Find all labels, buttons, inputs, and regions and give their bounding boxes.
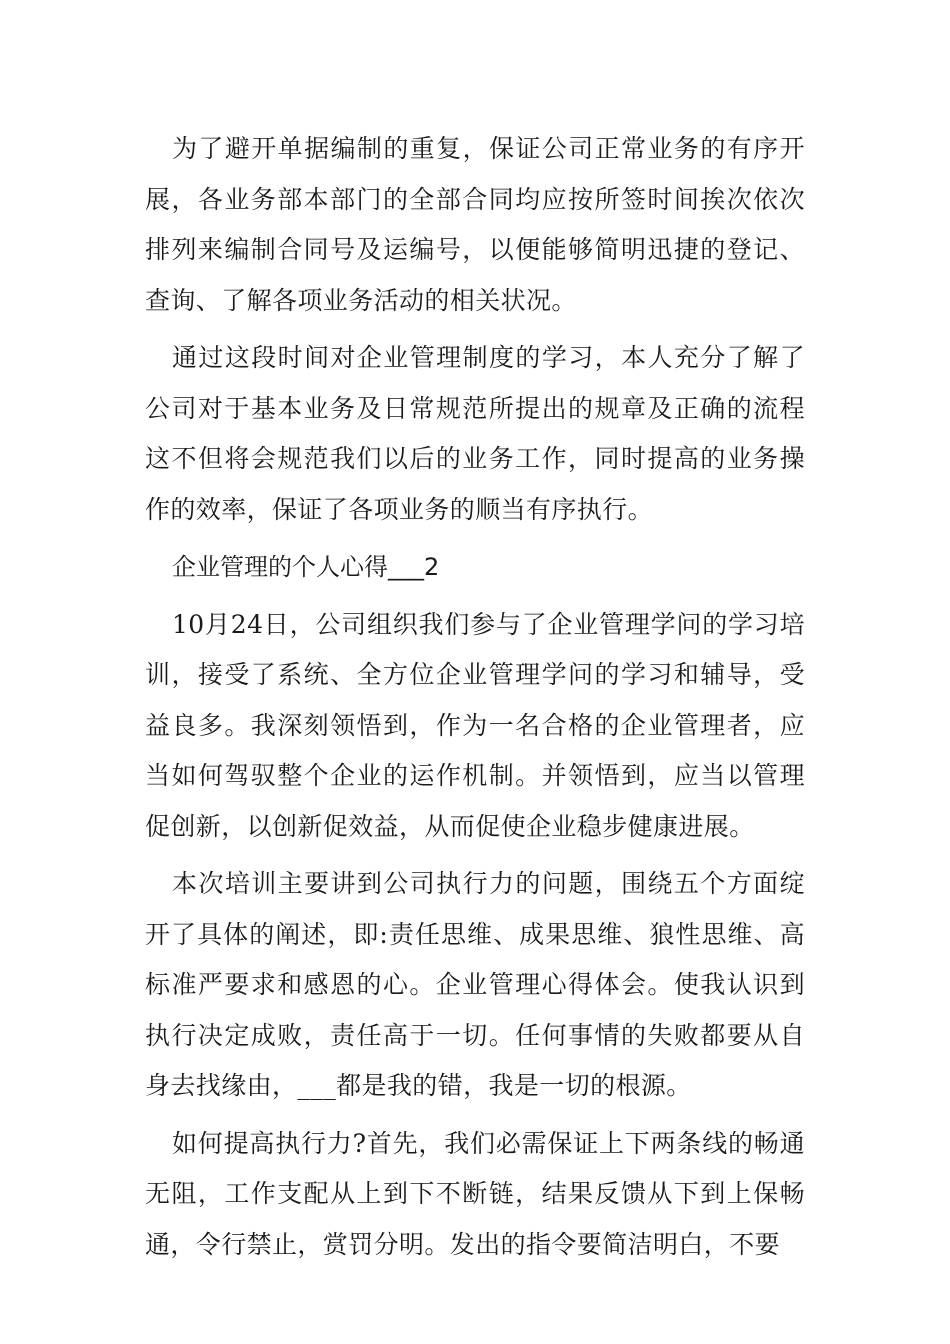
paragraph: 如何提高执行力?首先，我们必需保证上下两条线的畅通无阻，工作支配从上到下不断链，结果反馈从下到上保畅通，令行禁止，赏罚分明。发出的指令要简洁明白，不要 (145, 1128, 805, 1259)
paragraph: 10月24日，公司组织我们参与了企业管理学问的学习培训，接受了系统、全方位企业管理学问的学习和辅导，受益良多。我深刻领悟到，作为一名合格的企业管理者，应当如何驾驭整个企业的运作机制。并领悟到，应当以管理促创新，以创新促效益，从而促使企业稳步健康进展。 (145, 609, 805, 841)
paragraph: 为了避开单据编制的重复，保证公司正常业务的有序开展，各业务部本部门的全部合同均应按所签时间挨次依次排列来编制合同号及运编号，以便能够简明迅捷的登记、查询、了解各项业务活动的相关状况。 (145, 134, 805, 315)
paragraph: 通过这段时间对企业管理制度的学习，本人充分了解了公司对于基本业务及日常规范所提出的规章及正确的流程这不但将会规范我们以后的业务工作，同时提高的业务操作的效率，保证了各项业务的顺当有序执行。 (145, 343, 805, 524)
paragraph: 本次培训主要讲到公司执行力的问题，围绕五个方面绽开了具体的阐述，即:责任思维、成果思维、狼性思维、高标准严要求和感恩的心。企业管理心得体会。使我认识到执行决定成败，责任高于一切。任何事情的失败都要从自身去找缘由，___都是我的错，我是一切的根源。 (145, 869, 805, 1100)
section-heading: 企业管理的个人心得___2 (172, 553, 440, 581)
document-body (145, 124, 805, 1277)
